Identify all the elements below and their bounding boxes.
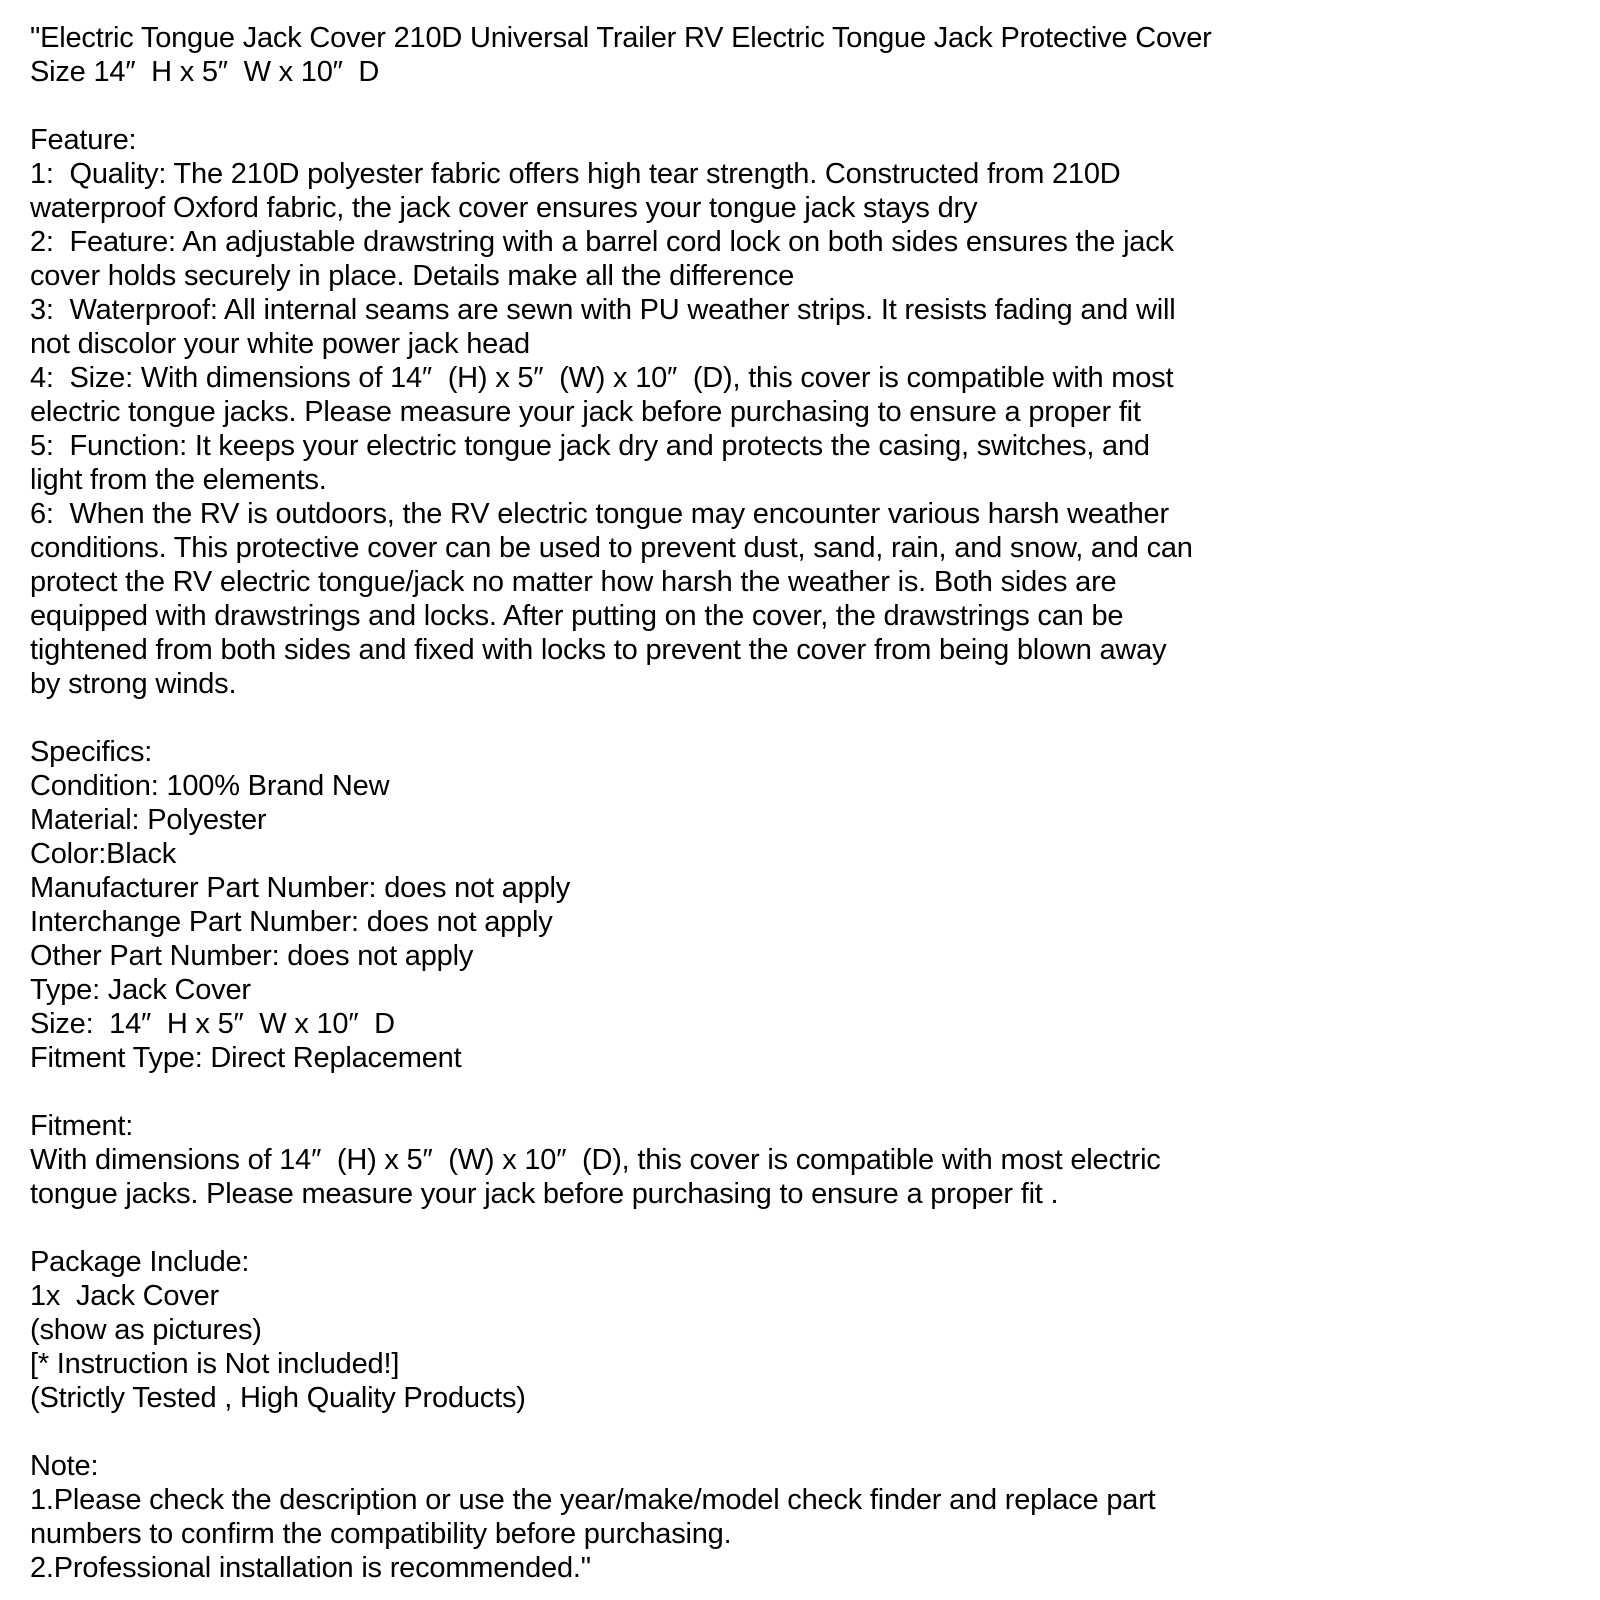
product-title-line-2: Size 14″ H x 5″ W x 10″ D bbox=[30, 56, 380, 88]
specifics-line: Other Part Number: does not apply bbox=[30, 940, 474, 972]
specifics-line: Condition: 100% Brand New bbox=[30, 770, 390, 802]
feature-line: 5: Function: It keeps your electric tongue jack dry and protects the casing, switches, and bbox=[30, 430, 1150, 462]
note-line: 1.Please check the description or use the year/make/model check finder and replace part bbox=[30, 1484, 1156, 1516]
note-line: 2.Professional installation is recommended." bbox=[30, 1552, 591, 1584]
feature-line: 1: Quality: The 210D polyester fabric offers high tear strength. Constructed from 210D bbox=[30, 158, 1121, 190]
feature-line: light from the elements. bbox=[30, 464, 327, 496]
feature-line: electric tongue jacks. Please measure your jack before purchasing to ensure a proper fit bbox=[30, 396, 1141, 428]
note-section bbox=[30, 1449, 1570, 1585]
package-line: (Strictly Tested , High Quality Products) bbox=[30, 1382, 526, 1414]
feature-line: cover holds securely in place. Details make all the difference bbox=[30, 260, 795, 292]
fitment-line: With dimensions of 14″ (H) x 5″ (W) x 10″ (D), this cover is compatible with most electric bbox=[30, 1144, 1161, 1176]
specifics-heading: Specifics: bbox=[30, 736, 153, 768]
package-heading: Package Include: bbox=[30, 1246, 250, 1278]
feature-line: by strong winds. bbox=[30, 668, 237, 700]
feature-line: 3: Waterproof: All internal seams are sewn with PU weather strips. It resists fading and will bbox=[30, 294, 1176, 326]
feature-line: conditions. This protective cover can be used to prevent dust, sand, rain, and snow, and can bbox=[30, 532, 1193, 564]
feature-line: waterproof Oxford fabric, the jack cover ensures your tongue jack stays dry bbox=[30, 192, 978, 224]
feature-line: tightened from both sides and fixed with locks to prevent the cover from being blown away bbox=[30, 634, 1167, 666]
feature-line: equipped with drawstrings and locks. After putting on the cover, the drawstrings can be bbox=[30, 600, 1124, 632]
product-description-document bbox=[30, 21, 1570, 1585]
feature-section bbox=[30, 123, 1570, 701]
product-title-line-1: "Electric Tongue Jack Cover 210D Universal Trailer RV Electric Tongue Jack Protective Cover bbox=[30, 22, 1212, 54]
feature-line: 4: Size: With dimensions of 14″ (H) x 5″ (W) x 10″ (D), this cover is compatible with most bbox=[30, 362, 1174, 394]
note-heading: Note: bbox=[30, 1450, 99, 1482]
specifics-line: Type: Jack Cover bbox=[30, 974, 251, 1006]
specifics-line: Fitment Type: Direct Replacement bbox=[30, 1042, 462, 1074]
package-line: 1x Jack Cover bbox=[30, 1280, 219, 1312]
specifics-line: Material: Polyester bbox=[30, 804, 267, 836]
package-line: (show as pictures) bbox=[30, 1314, 262, 1346]
fitment-section bbox=[30, 1109, 1570, 1211]
fitment-heading: Fitment: bbox=[30, 1110, 134, 1142]
feature-line: protect the RV electric tongue/jack no matter how harsh the weather is. Both sides are bbox=[30, 566, 1117, 598]
feature-line: 2: Feature: An adjustable drawstring with a barrel cord lock on both sides ensures the jack bbox=[30, 226, 1174, 258]
package-line: [* Instruction is Not included!] bbox=[30, 1348, 400, 1380]
specifics-line: Size: 14″ H x 5″ W x 10″ D bbox=[30, 1008, 395, 1040]
feature-line: 6: When the RV is outdoors, the RV electric tongue may encounter various harsh weather bbox=[30, 498, 1169, 530]
package-section bbox=[30, 1245, 1570, 1415]
specifics-line: Color:Black bbox=[30, 838, 177, 870]
specifics-line: Manufacturer Part Number: does not apply bbox=[30, 872, 571, 904]
feature-heading: Feature: bbox=[30, 124, 137, 156]
specifics-section bbox=[30, 735, 1570, 1075]
fitment-line: tongue jacks. Please measure your jack before purchasing to ensure a proper fit . bbox=[30, 1178, 1059, 1210]
feature-line: not discolor your white power jack head bbox=[30, 328, 530, 360]
product-title bbox=[30, 21, 1570, 89]
specifics-line: Interchange Part Number: does not apply bbox=[30, 906, 553, 938]
note-line: numbers to confirm the compatibility before purchasing. bbox=[30, 1518, 732, 1550]
